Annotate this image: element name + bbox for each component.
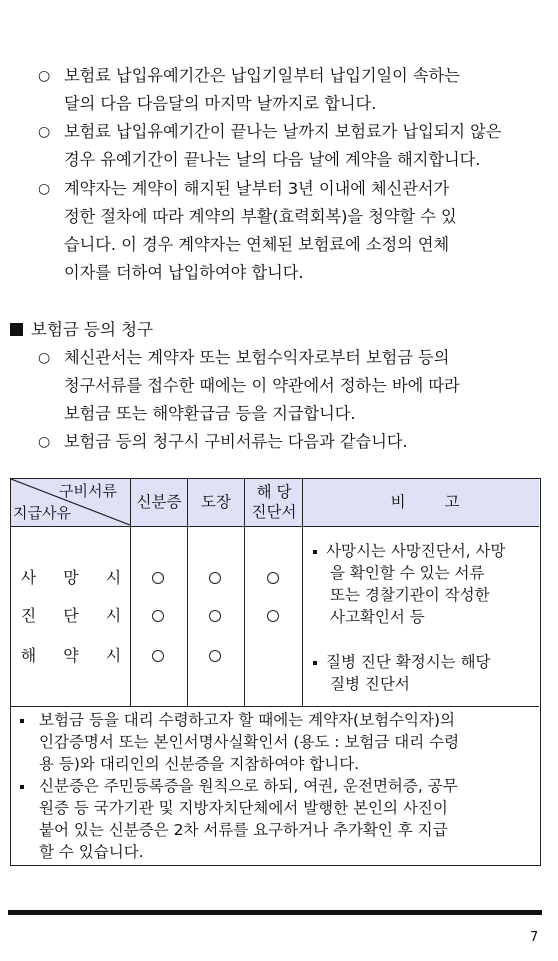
text-line: 보험료 납입유예기간은 납입기일부터 납입기일이 속하는 [64, 66, 460, 85]
note-line: 보험금 등을 대리 수령하고자 할 때에는 계약자(보험수익자)의 [39, 711, 455, 729]
text-line: 보험료 납입유예기간이 끝나는 날까지 보험료가 납입되지 않은 [64, 122, 502, 141]
bullet-icon: ○ [38, 124, 51, 140]
bullet-icon: ○ [38, 68, 51, 84]
mark-circle-icon [267, 572, 279, 584]
text-line: 습니다. 이 경우 계약자는 연체된 보험료에 소정의 연체 [64, 235, 450, 254]
text-line: 이자를 더하여 납입하여야 합니다. [64, 263, 304, 282]
remark-line: 을 확인할 수 있는 서류 [330, 564, 485, 582]
section-heading-text: 보험금 등의 청구 [31, 320, 154, 339]
section-heading [10, 320, 153, 340]
bullet-icon [20, 785, 24, 789]
mark-circle-icon [209, 650, 221, 662]
note-line: 인감증명서 또는 본인서명사실확인서 (용도 : 보험금 대리 수령 [39, 733, 460, 751]
corner-bottom-label: 지급사유 [13, 504, 71, 522]
text-line: 보험금 등의 청구시 구비서류는 다음과 같습니다. [64, 432, 408, 451]
header-diagnosis: 진단서 [251, 503, 297, 521]
mark-circle-icon [152, 650, 164, 662]
text-line: 달의 다음 다음달의 마지막 날까지로 합니다. [64, 94, 377, 113]
remark-line: 질병 진단서 [330, 675, 410, 693]
note-line: 신분증은 주민등록증을 원칙으로 하되, 여권, 운전면허증, 공무 [39, 777, 458, 795]
bullet-icon [313, 661, 317, 665]
row-label-death: 사 망 시 [20, 568, 122, 587]
note-line: 할 수 있습니다. [39, 843, 144, 861]
square-bullet-icon [10, 323, 23, 336]
remark-line: 질병 진단 확정시는 해당 [326, 653, 491, 671]
mark-circle-icon [267, 610, 279, 622]
header-seal: 도장 [201, 493, 231, 511]
col-divider [302, 479, 303, 706]
mark-circle-icon [209, 572, 221, 584]
mark-circle-icon [209, 610, 221, 622]
remark-line: 사망시는 사망진단서, 사망 [326, 542, 506, 560]
header-remarks: 비 고 [390, 493, 460, 511]
text-line: 보험금 또는 해약환급금 등을 지급합니다. [64, 404, 356, 423]
row-label-diagnosis: 진 단 시 [20, 606, 122, 625]
text-line: 체신관서는 계약자 또는 보험수익자로부터 보험금 등의 [64, 348, 450, 367]
note-line: 용 등)와 대리인의 신분증을 지참하여야 합니다. [39, 755, 360, 773]
text-line: 계약자는 계약이 해지된 날부터 3년 이내에 체신관서가 [64, 179, 450, 198]
corner-top-label: 구비서류 [59, 482, 117, 500]
bullet-icon [313, 550, 317, 554]
bullet-icon: ○ [38, 181, 51, 197]
note-line: 붙어 있는 신분증은 2차 서류를 요구하거나 추가확인 후 지급 [39, 821, 448, 839]
text-line: 청구서류를 접수한 때에는 이 약관에서 정하는 바에 따라 [64, 376, 460, 395]
bullet-icon: ○ [38, 434, 51, 450]
col-divider [187, 479, 188, 706]
col-divider [130, 479, 131, 706]
text-line: 경우 유예기간이 끝나는 날의 다음 날에 계약을 해지합니다. [64, 150, 481, 169]
header-id-card: 신분증 [136, 493, 182, 511]
bullet-icon: ○ [38, 350, 51, 366]
remark-line: 사고확인서 등 [330, 608, 425, 626]
row-divider [11, 706, 539, 707]
mark-circle-icon [152, 572, 164, 584]
row-label-cancel: 해 약 시 [20, 646, 122, 665]
footer-rule [8, 910, 542, 915]
header-relevant: 해 당 [256, 483, 292, 501]
mark-circle-icon [152, 610, 164, 622]
page-number: 7 [530, 930, 539, 945]
remark-line: 또는 경찰기관이 작성한 [330, 586, 490, 604]
text-line: 정한 절차에 따라 계약의 부활(효력회복)을 청약할 수 있 [64, 207, 457, 226]
bullet-icon [20, 719, 24, 723]
note-line: 원증 등 국가기관 및 지방자치단체에서 발행한 본인의 사진이 [39, 799, 448, 817]
col-divider [244, 479, 245, 706]
documents-table [10, 478, 541, 866]
